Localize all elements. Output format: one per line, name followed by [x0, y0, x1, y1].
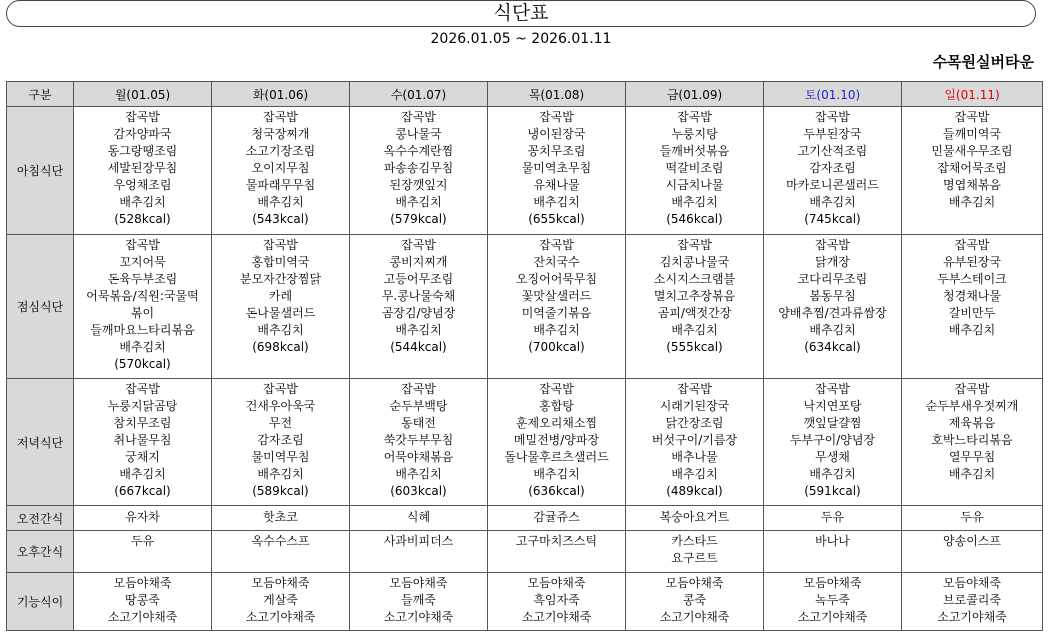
menu-item: 어묵볶음/직원:국물떡 [86, 289, 199, 303]
menu-item: 잡곡밥 [401, 382, 436, 396]
menu-cell-morning-snack-sun [902, 506, 1043, 531]
menu-item: 물미역무침 [251, 450, 310, 464]
menu-item: 김치콩나물국 [659, 255, 730, 269]
menu-item: 잡곡밥 [125, 382, 160, 396]
menu-item: 닭개장 [815, 255, 850, 269]
menu-cell-morning-snack-wed [350, 506, 488, 531]
menu-item: (543kcal) [252, 212, 309, 226]
menu-item: 잡곡밥 [815, 238, 850, 252]
menu-cell-lunch-sat [764, 235, 902, 379]
menu-item: 명엽채볶음 [943, 178, 1001, 192]
menu-item: 배추김치 [257, 467, 304, 481]
menu-cell-afternoon-snack-wed [350, 531, 488, 573]
menu-item: 흑임자죽 [533, 593, 580, 607]
menu-item: (667kcal) [114, 484, 171, 498]
menu-item: 우엉채조림 [113, 178, 172, 192]
menu-item: 세발된장무침 [107, 161, 178, 175]
menu-item: 물파래무무침 [245, 178, 316, 192]
menu-item: (655kcal) [528, 212, 585, 226]
menu-cell-breakfast-wed [350, 107, 488, 235]
menu-cell-lunch-tue [212, 235, 350, 379]
menu-item: 모듬야채죽 [803, 576, 862, 590]
menu-item: 열무무침 [948, 450, 996, 464]
menu-item: 홍합미역국 [251, 255, 310, 269]
menu-cell-special-diet-mon [74, 573, 212, 631]
menu-item: 소고기야채죽 [659, 610, 730, 624]
menu-item: 배추김치 [119, 340, 166, 354]
menu-item: 배추김치 [395, 195, 442, 209]
day-header-thu: 목(01.08) [488, 82, 626, 107]
date-range: 2026.01.05 ~ 2026.01.11 [430, 31, 612, 47]
menu-item: 배추김치 [395, 323, 442, 337]
menu-item: 잡곡밥 [677, 110, 712, 124]
menu-item: 무생채 [815, 450, 850, 464]
menu-item: 감자조림 [257, 433, 304, 447]
menu-title: 식단표 [6, 0, 1036, 27]
menu-item: 소고기야채죽 [383, 610, 454, 624]
menu-item: 돈나물샐러드 [245, 306, 316, 320]
menu-item: 건새우아욱국 [245, 399, 316, 413]
menu-item: (634kcal) [804, 340, 861, 354]
menu-item: 배추김치 [948, 323, 996, 337]
menu-cell-special-diet-thu [488, 573, 626, 631]
menu-item: 콩나물국 [395, 127, 442, 141]
menu-item: 미역줄기볶음 [521, 306, 592, 320]
menu-item: 유채나물 [533, 178, 580, 192]
menu-item: 땅콩죽 [125, 593, 160, 607]
menu-item: 잡곡밥 [539, 382, 574, 396]
menu-item: 모듬야채죽 [389, 576, 448, 590]
menu-item: 두유 [960, 510, 984, 524]
menu-item: 시래기된장국 [659, 399, 730, 413]
menu-item: 잡곡밥 [401, 110, 436, 124]
menu-item: 코다리무조림 [797, 272, 868, 286]
menu-item: 잡곡밥 [263, 238, 298, 252]
day-header-sat: 토(01.10) [764, 82, 902, 107]
menu-cell-afternoon-snack-sun [902, 531, 1043, 573]
row-label-afternoon-snack: 오후간식 [7, 531, 74, 573]
menu-item: 배추김치 [671, 467, 718, 481]
row-dinner [7, 379, 1043, 506]
menu-item: 제육볶음 [948, 416, 996, 430]
menu-item: 냉이된장국 [527, 127, 586, 141]
menu-item: (544kcal) [390, 340, 447, 354]
menu-item: 배추김치 [671, 323, 718, 337]
menu-item: 핫초코 [263, 510, 298, 524]
row-special-diet [7, 573, 1043, 631]
menu-cell-lunch-thu [488, 235, 626, 379]
menu-item: (555kcal) [666, 340, 723, 354]
category-header: 구분 [7, 82, 74, 107]
menu-item: 잡곡밥 [125, 110, 160, 124]
menu-item: 소고기야채죽 [245, 610, 316, 624]
menu-item: 배추김치 [948, 195, 996, 209]
row-label-lunch: 점심식단 [7, 235, 74, 379]
menu-item: 소고기야채죽 [937, 610, 1007, 624]
menu-item: 양배추찜/견과류쌈장 [778, 306, 887, 320]
menu-item: 배추김치 [809, 323, 856, 337]
menu-item: 고기산적조림 [797, 144, 868, 158]
menu-item: 복숭아요거트 [659, 510, 730, 524]
menu-item: (745kcal) [804, 212, 861, 226]
menu-item: 모듬야채죽 [527, 576, 586, 590]
menu-item: 배추김치 [533, 467, 580, 481]
menu-item: 감자조림 [809, 161, 856, 175]
menu-item: 쑥갓두부무침 [383, 433, 454, 447]
menu-cell-breakfast-tue [212, 107, 350, 235]
menu-item: 볶이 [130, 306, 155, 320]
menu-item: 깻잎달걀찜 [803, 416, 862, 430]
menu-item: 순두부백탕 [389, 399, 448, 413]
menu-cell-dinner-tue [212, 379, 350, 506]
menu-item: 두유 [130, 534, 155, 548]
menu-item: (591kcal) [804, 484, 861, 498]
menu-item: 소시지스크램블 [653, 272, 736, 286]
menu-item: 청경채나물 [943, 289, 1001, 303]
menu-cell-special-diet-fri [626, 573, 764, 631]
menu-item: 녹두죽 [815, 593, 850, 607]
menu-item: 식혜 [406, 510, 431, 524]
weekly-menu-table [6, 81, 1043, 631]
menu-cell-special-diet-tue [212, 573, 350, 631]
menu-cell-morning-snack-mon [74, 506, 212, 531]
menu-item: 갈비만두 [948, 306, 996, 320]
menu-item: 잡곡밥 [954, 110, 990, 124]
menu-item: 두유 [820, 510, 845, 524]
menu-item: 잡곡밥 [954, 382, 990, 396]
menu-cell-dinner-wed [350, 379, 488, 506]
menu-item: 돈육두부조림 [107, 272, 178, 286]
menu-item: (528kcal) [114, 212, 171, 226]
menu-item: 된장깻잎지 [389, 178, 448, 192]
menu-item: (589kcal) [252, 484, 309, 498]
row-breakfast [7, 107, 1043, 235]
menu-item: 소고기장조림 [245, 144, 316, 158]
menu-item: 잡곡밥 [125, 238, 160, 252]
menu-item: 동그랑땡조림 [107, 144, 178, 158]
menu-item: 꽁치무조림 [527, 144, 586, 158]
menu-item: 소고기야채죽 [107, 610, 178, 624]
menu-item: 오이지무침 [251, 161, 310, 175]
menu-item: 배추김치 [948, 467, 996, 481]
menu-item: (570kcal) [114, 357, 171, 371]
menu-cell-afternoon-snack-mon [74, 531, 212, 573]
header-row [7, 82, 1043, 107]
menu-item: 봄동무침 [809, 289, 856, 303]
menu-cell-breakfast-mon [74, 107, 212, 235]
menu-item: 홍합탕 [539, 399, 574, 413]
menu-item: 곰피/액젓간장 [657, 306, 732, 320]
menu-item: 게살죽 [263, 593, 298, 607]
menu-item: 바나나 [815, 534, 850, 548]
menu-item: (603kcal) [390, 484, 447, 498]
menu-item: 잡곡밥 [677, 382, 712, 396]
menu-item: 동태전 [401, 416, 436, 430]
row-lunch [7, 235, 1043, 379]
menu-item: (489kcal) [666, 484, 723, 498]
day-header-wed: 수(01.07) [350, 82, 488, 107]
menu-cell-dinner-mon [74, 379, 212, 506]
menu-cell-special-diet-sat [764, 573, 902, 631]
menu-item: 콩비지찌개 [389, 255, 448, 269]
menu-item: 순두부새우젓찌개 [925, 399, 1019, 413]
menu-item: 배추김치 [395, 467, 442, 481]
menu-cell-lunch-sun [902, 235, 1043, 379]
menu-item: 곰장김/양념장 [381, 306, 456, 320]
menu-item: 낙지연포탕 [803, 399, 862, 413]
menu-item: 배추김치 [671, 195, 718, 209]
menu-item: 콩죽 [682, 593, 707, 607]
menu-item: (546kcal) [666, 212, 723, 226]
menu-item: 두부구이/양념장 [789, 433, 876, 447]
menu-item: 잡곡밥 [815, 382, 850, 396]
menu-item: 돌나물후르츠샐러드 [504, 450, 609, 464]
menu-item: 감귤쥬스 [533, 510, 580, 524]
menu-cell-special-diet-sun [902, 573, 1043, 631]
menu-item: 참치무조림 [113, 416, 172, 430]
menu-item: 호박느타리볶음 [931, 433, 1013, 447]
menu-item: (698kcal) [252, 340, 309, 354]
menu-cell-breakfast-fri [626, 107, 764, 235]
menu-item: 배추김치 [119, 467, 166, 481]
menu-cell-afternoon-snack-tue [212, 531, 350, 573]
row-label-breakfast: 아침식단 [7, 107, 74, 235]
menu-item: 메밀전병/양파장 [513, 433, 600, 447]
menu-cell-breakfast-sat [764, 107, 902, 235]
menu-item: 고등어무조림 [383, 272, 454, 286]
day-header-mon: 월(01.05) [74, 82, 212, 107]
menu-item: 고구마치즈스틱 [515, 534, 598, 548]
menu-cell-morning-snack-tue [212, 506, 350, 531]
menu-item: 무전 [268, 416, 293, 430]
menu-item: 배추김치 [257, 195, 304, 209]
menu-item: 모듬야채죽 [943, 576, 1001, 590]
day-header-sun: 일(01.11) [902, 82, 1043, 107]
menu-item: 꼬지어묵 [119, 255, 166, 269]
menu-item: 잡곡밥 [539, 238, 574, 252]
menu-cell-special-diet-wed [350, 573, 488, 631]
menu-item: 배추김치 [119, 195, 166, 209]
menu-item: 잡곡밥 [263, 382, 298, 396]
menu-cell-morning-snack-sat [764, 506, 902, 531]
menu-item: 들깨죽 [401, 593, 436, 607]
menu-item: 훈제오리채소찜 [515, 416, 598, 430]
menu-cell-dinner-sun [902, 379, 1043, 506]
facility-name: 수목원실버타운 [932, 53, 1034, 71]
row-afternoon-snack [7, 531, 1043, 573]
menu-item: 궁채지 [125, 450, 160, 464]
menu-item: 잡곡밥 [263, 110, 298, 124]
row-morning-snack [7, 506, 1043, 531]
menu-item: 잔치국수 [533, 255, 580, 269]
menu-item: 시금치나물 [665, 178, 724, 192]
menu-item: 파송송김무침 [383, 161, 454, 175]
menu-cell-morning-snack-fri [626, 506, 764, 531]
menu-item: 카스타드 [671, 534, 718, 548]
menu-item: 모듬야채죽 [113, 576, 172, 590]
menu-item: 두부된장국 [803, 127, 862, 141]
menu-item: 분모자간장찜닭 [239, 272, 322, 286]
day-header-fri: 금(01.09) [626, 82, 764, 107]
menu-item: 들깨마요느타리볶음 [90, 323, 195, 337]
menu-item: 배추김치 [533, 195, 580, 209]
menu-item: (636kcal) [528, 484, 585, 498]
menu-item: 모듬야채죽 [251, 576, 310, 590]
menu-item: 모듬야채죽 [665, 576, 724, 590]
menu-item: 무.콩나물숙채 [381, 289, 456, 303]
menu-cell-afternoon-snack-sat [764, 531, 902, 573]
menu-item: 잡곡밥 [677, 238, 712, 252]
menu-item: 꽃맛살샐러드 [521, 289, 592, 303]
menu-item: 누룽지닭곰탕 [107, 399, 178, 413]
menu-item: 잡곡밥 [954, 238, 990, 252]
menu-item: 잡채어묵조림 [937, 161, 1007, 175]
menu-item: 양송이스프 [943, 534, 1001, 548]
menu-item: 유자차 [125, 510, 160, 524]
menu-cell-morning-snack-thu [488, 506, 626, 531]
menu-item: 감자양파국 [113, 127, 172, 141]
menu-item: 두부스테이크 [937, 272, 1007, 286]
menu-item: 닭간장조림 [665, 416, 724, 430]
day-header-tue: 화(01.06) [212, 82, 350, 107]
menu-item: 멸치고추장볶음 [653, 289, 736, 303]
menu-item: 소고기야채죽 [797, 610, 868, 624]
row-label-morning-snack: 오전간식 [7, 506, 74, 531]
menu-cell-dinner-thu [488, 379, 626, 506]
row-label-dinner: 저녁식단 [7, 379, 74, 506]
menu-item: 배추김치 [809, 195, 856, 209]
menu-item: 소고기야채죽 [521, 610, 592, 624]
menu-cell-breakfast-sun [902, 107, 1043, 235]
menu-cell-lunch-wed [350, 235, 488, 379]
menu-item: 배추나물 [671, 450, 718, 464]
menu-item: 오징어어묵무침 [515, 272, 598, 286]
menu-item: 잡곡밥 [401, 238, 436, 252]
menu-item: (579kcal) [390, 212, 447, 226]
menu-item: 옥수수계란찜 [383, 144, 454, 158]
menu-item: 배추김치 [257, 323, 304, 337]
menu-item: 마카로니콘샐러드 [786, 178, 879, 192]
menu-item: 배추김치 [533, 323, 580, 337]
menu-item: (700kcal) [528, 340, 585, 354]
menu-cell-lunch-mon [74, 235, 212, 379]
menu-cell-afternoon-snack-fri [626, 531, 764, 573]
menu-item: 유부된장국 [943, 255, 1001, 269]
menu-item: 버섯구이/기름장 [651, 433, 738, 447]
menu-item: 민물새우무조림 [931, 144, 1013, 158]
menu-item: 배추김치 [809, 467, 856, 481]
menu-cell-lunch-fri [626, 235, 764, 379]
menu-item: 청국장찌개 [251, 127, 310, 141]
menu-item: 카레 [268, 289, 293, 303]
menu-item: 사과비피더스 [383, 534, 454, 548]
menu-item: 어묵야채볶음 [383, 450, 454, 464]
menu-item: 취나물무침 [113, 433, 172, 447]
menu-item: 들깨버섯볶음 [659, 144, 730, 158]
menu-item: 브로콜리죽 [943, 593, 1001, 607]
menu-cell-dinner-fri [626, 379, 764, 506]
menu-item: 요구르트 [671, 551, 718, 565]
menu-item: 들깨미역국 [943, 127, 1001, 141]
menu-cell-afternoon-snack-thu [488, 531, 626, 573]
menu-item: 물미역초무침 [521, 161, 592, 175]
menu-item: 옥수수스프 [251, 534, 310, 548]
menu-item: 떡갈비조림 [665, 161, 724, 175]
menu-cell-dinner-sat [764, 379, 902, 506]
menu-item: 누룽지탕 [671, 127, 718, 141]
menu-item: 잡곡밥 [815, 110, 850, 124]
menu-cell-breakfast-thu [488, 107, 626, 235]
menu-item: 잡곡밥 [539, 110, 574, 124]
row-label-special-diet: 기능식이 [7, 573, 74, 631]
